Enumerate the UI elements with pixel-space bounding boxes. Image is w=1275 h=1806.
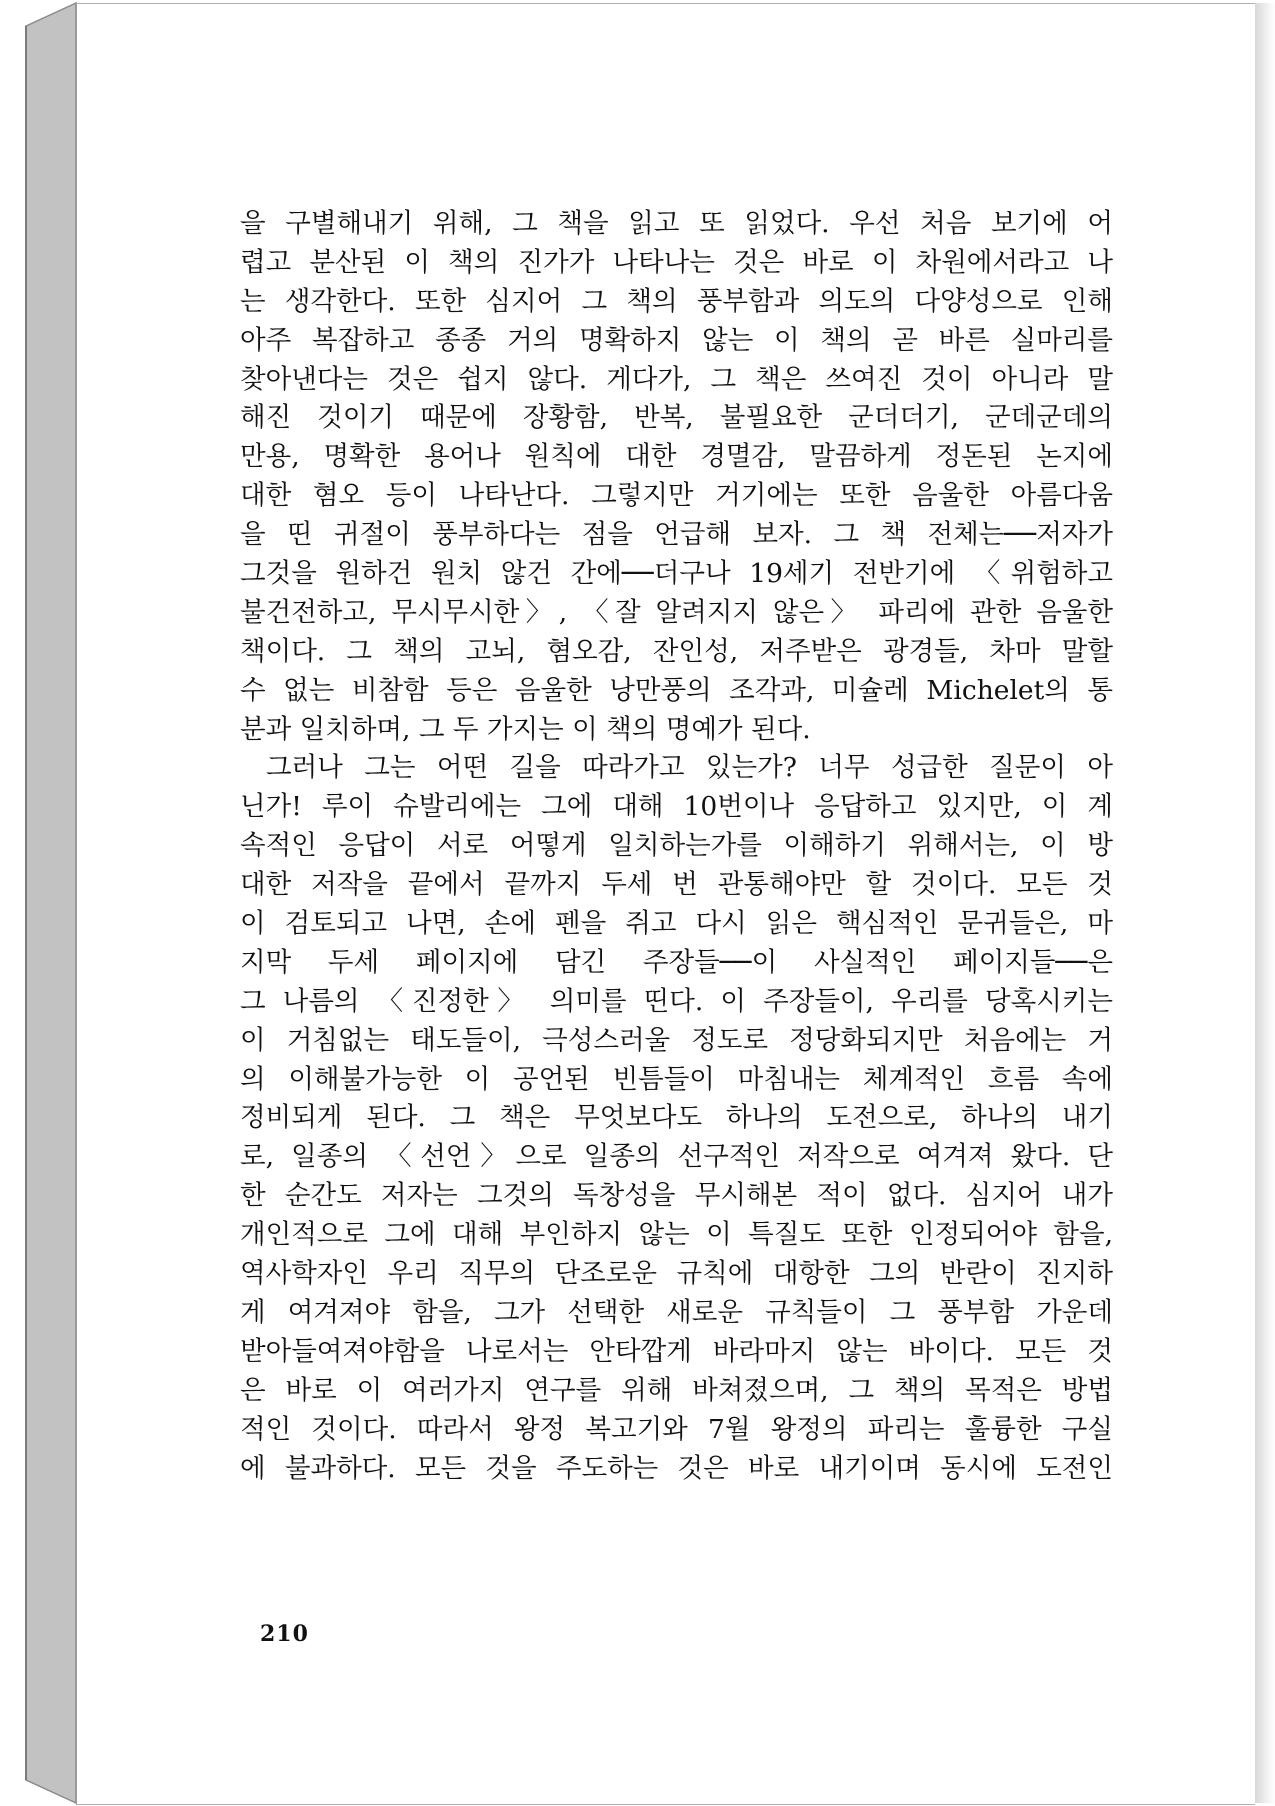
text-line: 만용, 명확한 용어나 원칙에 대한 경멸감, 말끔하게 정돈된 논지에 bbox=[240, 441, 1113, 473]
page-body-text bbox=[240, 205, 1113, 1488]
text-line: 분과 일치하며, 그 두 가지는 이 책의 명예가 된다. bbox=[240, 713, 811, 745]
text-line: 은 바로 이 여러가지 연구를 위해 바쳐졌으며, 그 책의 목적은 방법 bbox=[240, 1374, 1113, 1406]
text-line: 대한 저작을 끝에서 끝까지 두세 번 관통해야만 할 것이다. 모든 것 bbox=[240, 869, 1113, 901]
text-line: 닌가! 루이 슈발리에는 그에 대해 10번이나 응답하고 있지만, 이 계 bbox=[240, 791, 1113, 823]
text-line: 정비되게 된다. 그 책은 무엇보다도 하나의 도전으로, 하나의 내기 bbox=[240, 1102, 1113, 1134]
text-line: 속적인 응답이 서로 어떻게 일치하는가를 이해하기 위해서는, 이 방 bbox=[240, 830, 1113, 862]
text-line: 을 구별해내기 위해, 그 책을 읽고 또 읽었다. 우선 처음 보기에 어 bbox=[240, 208, 1113, 239]
text-line: 이 검토되고 나면, 손에 펜을 쥐고 다시 읽은 핵심적인 문귀들은, 마 bbox=[240, 908, 1113, 940]
text-line: 개인적으로 그에 대해 부인하지 않는 이 특질도 또한 인정되어야 함을, bbox=[240, 1219, 1113, 1251]
text-line: 대한 혐오 등이 나타난다. 그렇지만 거기에는 또한 음울한 아름다움 bbox=[240, 480, 1113, 512]
text-line: 그것을 원하건 원치 않건 간에──더구나 19세기 전반기에 〈위험하고 bbox=[240, 558, 1113, 590]
text-line: 역사학자인 우리 직무의 단조로운 규칙에 대항한 그의 반란이 진지하 bbox=[240, 1258, 1113, 1290]
text-line: 그 나름의 〈진정한〉 의미를 띤다. 이 주장들이, 우리를 당혹시키는 bbox=[240, 985, 1113, 1017]
text-line: 게 여겨져야 함을, 그가 선택한 새로운 규칙들이 그 풍부함 가운데 bbox=[240, 1296, 1113, 1328]
text-line: 한 순간도 저자는 그것의 독창성을 무시해본 적이 없다. 심지어 내가 bbox=[240, 1180, 1113, 1212]
text-line: 찾아낸다는 것은 쉽지 않다. 게다가, 그 책은 쓰여진 것이 아니라 말 bbox=[240, 363, 1113, 395]
text-line: 받아들여져야함을 나로서는 안타깝게 바라마지 않는 바이다. 모든 것 bbox=[240, 1335, 1113, 1367]
text-line: 로, 일종의 〈선언〉으로 일종의 선구적인 저작으로 여겨져 왔다. 단 bbox=[240, 1141, 1113, 1173]
text-line: 에 불과하다. 모든 것을 주도하는 것은 바로 내기이며 동시에 도전인 bbox=[240, 1452, 1113, 1484]
text-line: 불건전하고, 무시무시한〉, 〈잘 알려지지 않은〉 파리에 관한 음울한 bbox=[240, 596, 1113, 628]
text-line: 적인 것이다. 따라서 왕정 복고기와 7월 왕정의 파리는 훌륭한 구실 bbox=[240, 1413, 1113, 1445]
text-line: 지막 두세 페이지에 담긴 주장들──이 사실적인 페이지들──은 bbox=[240, 946, 1113, 978]
text-line: 해진 것이기 때문에 장황함, 반복, 불필요한 군더더기, 군데군데의 bbox=[240, 402, 1113, 434]
text-line: 아주 복잡하고 종종 거의 명확하지 않는 이 책의 곧 바른 실마리를 bbox=[240, 324, 1113, 356]
text-line: 렵고 분산된 이 책의 진가가 나타나는 것은 바로 이 차원에서라고 나 bbox=[240, 246, 1113, 278]
text-line: 그러나 그는 어떤 길을 따라가고 있는가? 너무 성급한 질문이 아 bbox=[266, 752, 1113, 784]
text-line: 의 이해불가능한 이 공언된 빈틈들이 마침내는 체계적인 흐름 속에 bbox=[240, 1063, 1113, 1095]
text-line: 는 생각한다. 또한 심지어 그 책의 풍부함과 의도의 다양성으로 인해 bbox=[240, 285, 1113, 317]
text-line: 이 거침없는 태도들이, 극성스러울 정도로 정당화되지만 처음에는 거 bbox=[240, 1024, 1113, 1056]
text-line: 수 없는 비참함 등은 음울한 낭만풍의 조각과, 미슐레 Michelet의 통 bbox=[240, 674, 1113, 706]
page-number: 210 bbox=[260, 1621, 309, 1647]
text-line: 책이다. 그 책의 고뇌, 혐오감, 잔인성, 저주받은 광경들, 차마 말할 bbox=[240, 635, 1113, 667]
text-line: 을 띤 귀절이 풍부하다는 점을 언급해 보자. 그 책 전체는──저자가 bbox=[240, 519, 1113, 551]
page-edge-shadow bbox=[1254, 3, 1275, 1803]
